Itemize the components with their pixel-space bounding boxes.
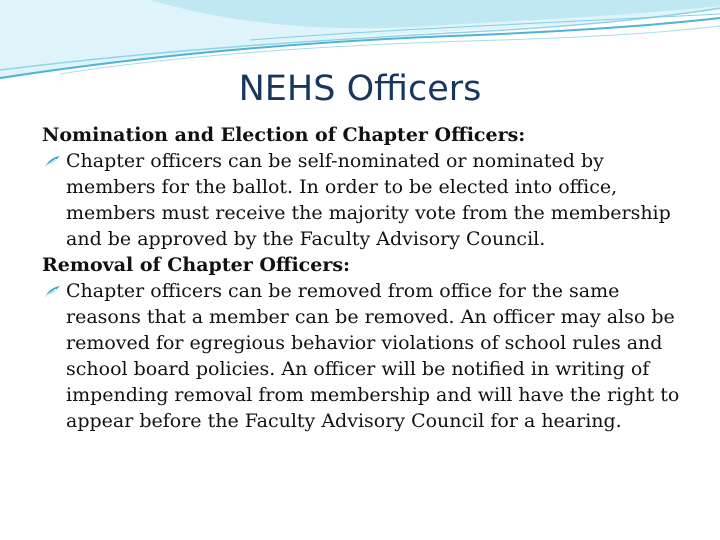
slide-body	[42, 122, 682, 434]
section-heading-nomination: Nomination and Election of Chapter Officers:	[42, 124, 526, 146]
bullet-text-removal: Chapter officers can be removed from office for the same reasons that a member can be removed. An officer may also be removed for egregious behavior violations of school rules and school board policies. An officer will be notified in writing of impending removal from membership and will have the right to appear before the Faculty Advisory Council for a hearing.	[66, 280, 680, 432]
bullet-text-nomination: Chapter officers can be self-nominated or nominated by members for the ballot. In order to be elected into office, members must receive the majority vote from the membership and be approved by the Faculty Advisory Council.	[66, 150, 671, 250]
feather-bullet-icon	[44, 285, 61, 298]
bullet-item-removal	[42, 278, 682, 434]
feather-bullet-icon	[44, 155, 61, 168]
section-heading-removal: Removal of Chapter Officers:	[42, 254, 351, 276]
bullet-item-nomination	[42, 148, 682, 252]
page-title: NEHS Officers	[238, 69, 482, 109]
